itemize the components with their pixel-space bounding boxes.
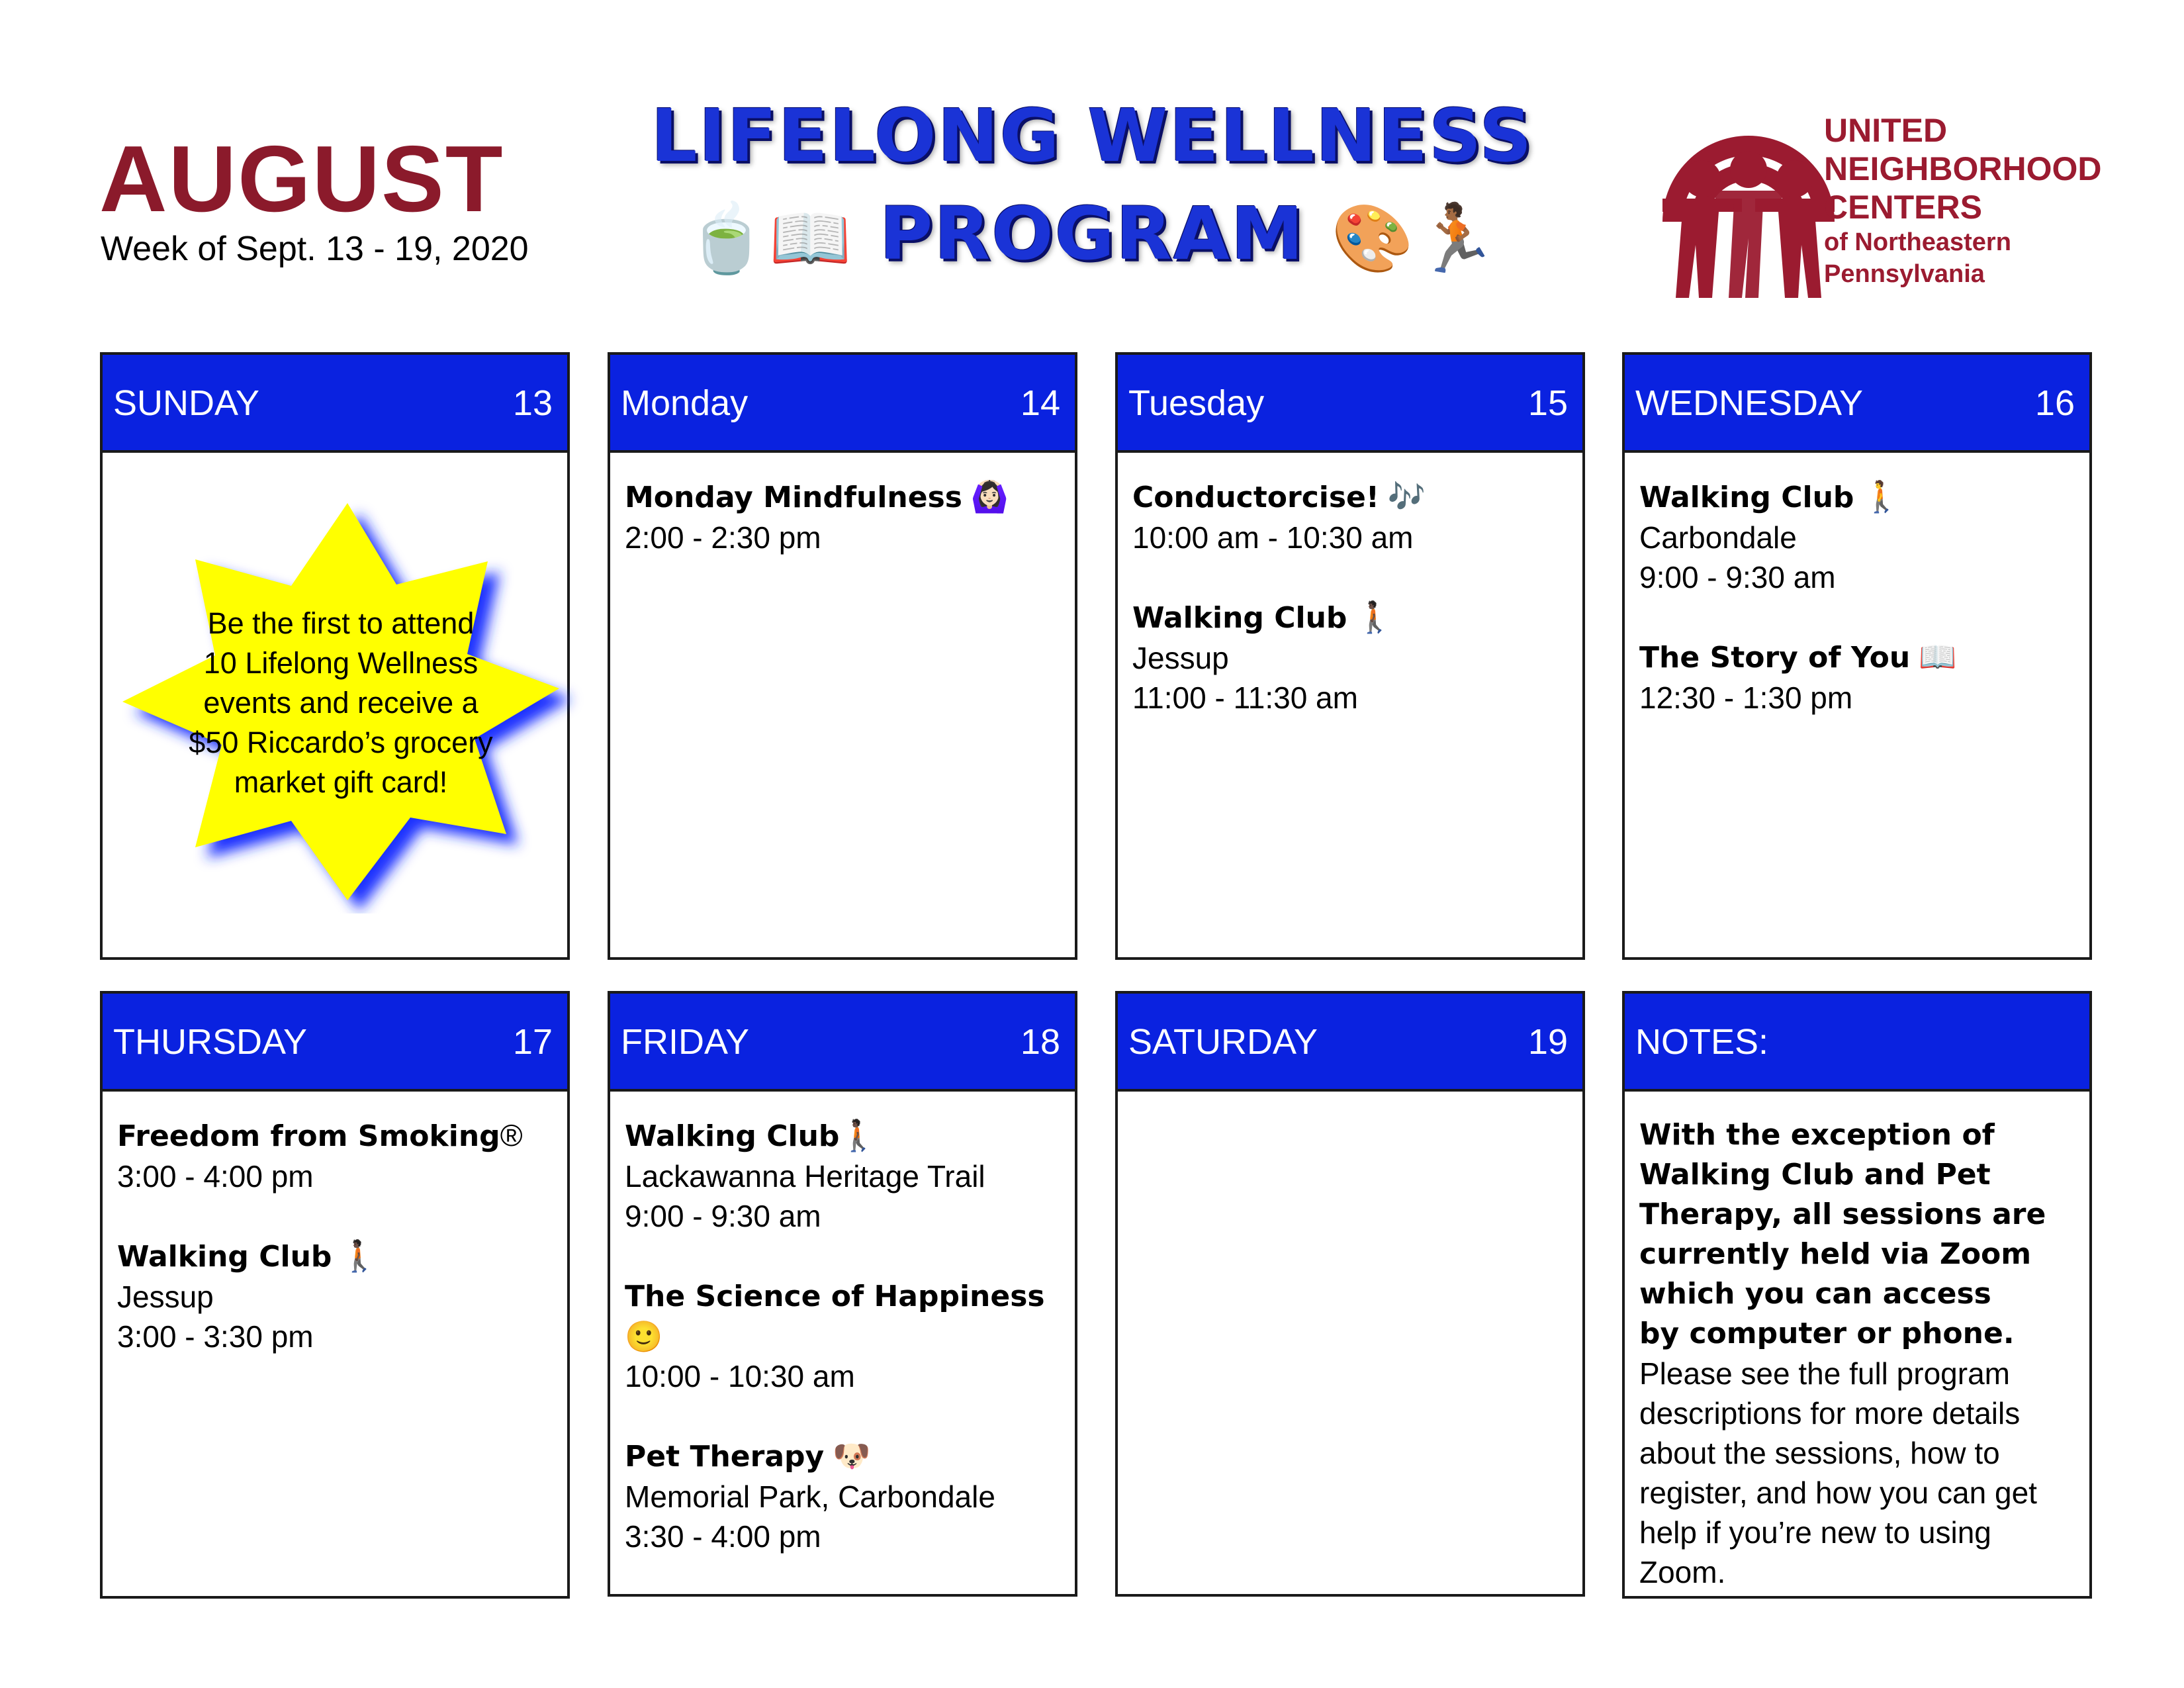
tea-icon: 🍵: [685, 199, 769, 277]
day-number: 19: [1527, 1022, 1568, 1062]
day-cell-tuesday: [1115, 352, 1585, 960]
event-time: 10:00 - 10:30 am: [625, 1359, 855, 1393]
event-item: [117, 1236, 553, 1356]
promo-line: 10 Lifelong Wellness: [203, 646, 478, 680]
day-body: [1625, 453, 2089, 718]
day-body: [610, 1092, 1075, 1556]
day-number: 17: [512, 1022, 553, 1062]
event-title: Walking Club: [1132, 601, 1347, 635]
event-title: Walking Club: [625, 1119, 840, 1153]
dog-icon: 🐶: [832, 1438, 871, 1473]
book-icon: 📖: [768, 199, 853, 277]
event-time: 9:00 - 9:30 am: [1639, 560, 1836, 594]
day-name: Tuesday: [1128, 383, 1265, 423]
notes-header: [1625, 994, 2089, 1092]
day-name: SATURDAY: [1128, 1022, 1318, 1062]
event-time: 12:30 - 1:30 pm: [1639, 680, 1853, 715]
notes-line: Walking Club and Pet: [1639, 1158, 1991, 1192]
day-body: [610, 453, 1075, 557]
notes-cell: [1622, 991, 2092, 1599]
event-time: 9:00 - 9:30 am: [625, 1199, 821, 1233]
event-location: Memorial Park, Carbondale: [625, 1479, 995, 1514]
event-item: [625, 1436, 1060, 1556]
event-location: Jessup: [117, 1280, 214, 1314]
event-item: [1132, 597, 1568, 718]
event-time: 11:00 - 11:30 am: [1132, 680, 1358, 715]
event-location: Jessup: [1132, 641, 1229, 675]
day-header: [1625, 355, 2089, 453]
palette-icon: 🎨: [1331, 199, 1416, 277]
day-number: 18: [1020, 1022, 1060, 1062]
notes-line: With the exception of: [1639, 1118, 1995, 1152]
day-number: 15: [1527, 383, 1568, 423]
day-cell-wednesday: [1622, 352, 2092, 960]
event-item: [625, 1115, 1060, 1236]
week-range: Week of Sept. 13 - 19, 2020: [101, 230, 529, 268]
event-title: The Science of Happiness: [625, 1280, 1045, 1313]
notes-line: by computer or phone.: [1639, 1317, 2015, 1350]
event-title: Walking Club: [1639, 481, 1854, 514]
day-name: SUNDAY: [113, 383, 260, 423]
program-title-text2: PROGRAM: [879, 191, 1305, 276]
day-body: [103, 1092, 567, 1356]
event-time: 3:00 - 3:30 pm: [117, 1319, 314, 1354]
notes-line: currently held via Zoom: [1639, 1237, 2032, 1271]
day-cell-thursday: [100, 991, 570, 1599]
runner-icon: 🏃🏾: [1415, 199, 1499, 277]
notes-line: help if you’re new to using: [1639, 1515, 1991, 1550]
event-item: [625, 1276, 1060, 1396]
notes-body: [1625, 1092, 2089, 1592]
event-title: Conductorcise!: [1132, 481, 1379, 514]
day-header: [1118, 355, 1582, 453]
org-name: [1824, 111, 2101, 290]
event-location: Carbondale: [1639, 520, 1797, 555]
event-item: [117, 1115, 553, 1196]
org-line1: UNITED: [1824, 112, 1948, 149]
event-title: Pet Therapy: [625, 1440, 825, 1474]
day-name: WEDNESDAY: [1635, 383, 1864, 423]
org-line5: Pennsylvania: [1824, 260, 1985, 288]
promo-text: [142, 604, 539, 802]
notes-line: register, and how you can get: [1639, 1476, 2037, 1510]
event-item: [1132, 477, 1568, 557]
promo-line: events and receive a: [203, 686, 478, 720]
event-title: Monday Mindfulness: [625, 481, 962, 514]
notes-line: Zoom.: [1639, 1555, 1726, 1589]
day-cell-friday: [608, 991, 1077, 1597]
stretch-icon: 🙆🏻‍♀️: [970, 479, 1009, 514]
walking-person-icon: 🚶: [1862, 479, 1901, 514]
day-name: FRIDAY: [621, 1022, 750, 1062]
event-title: The Story of You: [1639, 641, 1911, 675]
day-header: [103, 355, 567, 453]
day-name: Monday: [621, 383, 749, 423]
org-line3: CENTERS: [1824, 189, 1982, 226]
walking-person-icon: 🚶🏿: [839, 1118, 878, 1152]
day-cell-monday: [608, 352, 1077, 960]
event-time: 3:30 - 4:00 pm: [625, 1519, 821, 1554]
smiley-icon: 🙂: [625, 1319, 663, 1354]
day-header: [1118, 994, 1582, 1092]
notes-title: NOTES:: [1635, 1022, 1769, 1062]
day-number: 16: [2034, 383, 2075, 423]
event-item: [1639, 477, 2075, 597]
walking-person-icon: 🚶🏿: [340, 1239, 379, 1273]
program-title-text1: LIFELONG WELLNESS: [651, 93, 1533, 178]
day-number: 13: [512, 383, 553, 423]
day-body: [1118, 453, 1582, 718]
month-title: AUGUST: [99, 126, 504, 232]
people-arch-logo-icon: [1649, 106, 1848, 305]
book-icon: 📖: [1919, 639, 1957, 674]
day-number: 14: [1020, 383, 1060, 423]
event-time: 2:00 - 2:30 pm: [625, 520, 821, 555]
promo-line: Be the first to attend: [207, 606, 475, 640]
promo-line: $50 Riccardo’s grocery: [189, 726, 493, 759]
event-title: Walking Club: [117, 1240, 332, 1274]
day-cell-saturday: [1115, 991, 1585, 1597]
event-item: [625, 477, 1060, 557]
day-header: [610, 355, 1075, 453]
day-header: [610, 994, 1075, 1092]
walking-person-icon: 🚶🏿: [1355, 600, 1394, 634]
notes-line: about the sessions, how to: [1639, 1436, 2000, 1470]
notes-line: Therapy, all sessions are: [1639, 1197, 2046, 1231]
promo-line: market gift card!: [234, 765, 448, 799]
registered-mark-icon: ®: [500, 1118, 523, 1152]
org-line4: of Northeastern: [1824, 228, 2011, 256]
notes-line: which you can access: [1639, 1277, 1991, 1311]
event-location: Lackawanna Heritage Trail: [625, 1159, 985, 1194]
event-time: 3:00 - 4:00 pm: [117, 1159, 314, 1194]
org-line2: NEIGHBORHOOD: [1824, 150, 2102, 187]
notes-line: Please see the full program: [1639, 1356, 2010, 1391]
event-item: [1639, 637, 2075, 718]
notes-line: descriptions for more details: [1639, 1396, 2021, 1430]
music-notes-icon: 🎶: [1387, 479, 1426, 514]
event-time: 10:00 am - 10:30 am: [1132, 520, 1414, 555]
day-header: [103, 994, 567, 1092]
event-title: Freedom from Smoking: [117, 1119, 500, 1153]
day-name: THURSDAY: [113, 1022, 308, 1062]
